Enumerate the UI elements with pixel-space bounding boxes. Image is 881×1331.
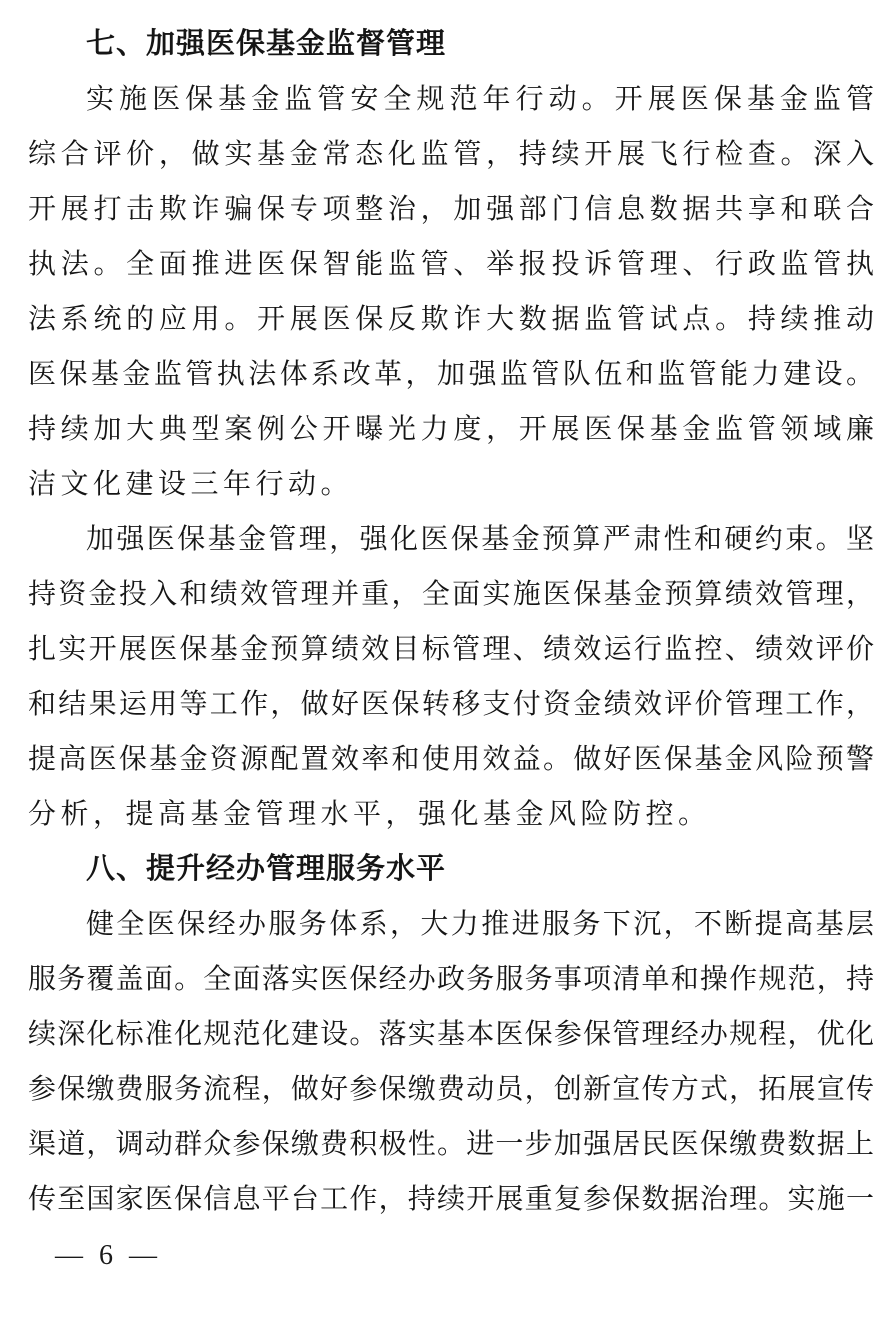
text-line: 和结果运用等工作，做好医保转移支付资金绩效评价管理工作， (28, 689, 874, 720)
page-footer (55, 1240, 157, 1272)
text-line: 传至国家医保信息平台工作，持续开展重复参保数据治理。实施一 (28, 1184, 874, 1215)
section-8-heading: 八、提升经办管理服务水平 (86, 853, 447, 885)
text-line: 续深化标准化规范化建设。落实基本医保参保管理经办规程，优化 (28, 1019, 874, 1050)
text-line: 持续加大典型案例公开曝光力度，开展医保基金监管领域廉 (28, 414, 874, 445)
text-line: 渠道，调动群众参保缴费积极性。进一步加强居民医保缴费数据上 (28, 1129, 874, 1160)
text-line: 分析，提高基金管理水平，强化基金风险防控。 (28, 799, 711, 830)
text-line: 扎实开展医保基金预算绩效目标管理、绩效运行监控、绩效评价 (28, 634, 874, 665)
text-line: 开展打击欺诈骗保专项整治，加强部门信息数据共享和联合 (28, 194, 874, 225)
text-line: 持资金投入和绩效管理并重，全面实施医保基金预算绩效管理， (28, 579, 874, 610)
text-line: 服务覆盖面。全面落实医保经办政务服务事项清单和操作规范，持 (28, 964, 874, 995)
section-8 (28, 842, 874, 1227)
text-line: 执法。全面推进医保智能监管、举报投诉管理、行政监管执 (28, 249, 874, 280)
text-line: 洁文化建设三年行动。 (28, 469, 354, 500)
section-7-paragraph-1 (28, 72, 874, 512)
footer-dash-right: — (129, 1240, 157, 1271)
text-line: 实施医保基金监管安全规范年行动。开展医保基金监管 (86, 84, 874, 115)
section-7 (28, 17, 874, 842)
section-7-heading: 七、加强医保基金监督管理 (86, 28, 447, 60)
text-line: 提高医保基金资源配置效率和使用效益。做好医保基金风险预警 (28, 744, 874, 775)
text-line: 加强医保基金管理，强化医保基金预算严肃性和硬约束。坚 (86, 524, 874, 555)
section-7-paragraph-2 (28, 512, 874, 842)
text-line: 医保基金监管执法体系改革，加强监管队伍和监管能力建设。 (28, 359, 874, 390)
page-number: 6 (99, 1240, 113, 1271)
document-content (28, 17, 874, 1227)
text-line: 健全医保经办服务体系，大力推进服务下沉，不断提高基层 (86, 909, 874, 940)
text-line: 参保缴费服务流程，做好参保缴费动员，创新宣传方式，拓展宣传 (28, 1074, 874, 1105)
footer-dash-left: — (55, 1240, 83, 1271)
section-8-paragraph-1 (28, 897, 874, 1227)
text-line: 法系统的应用。开展医保反欺诈大数据监管试点。持续推动 (28, 304, 874, 335)
text-line: 综合评价，做实基金常态化监管，持续开展飞行检查。深入 (28, 139, 874, 170)
